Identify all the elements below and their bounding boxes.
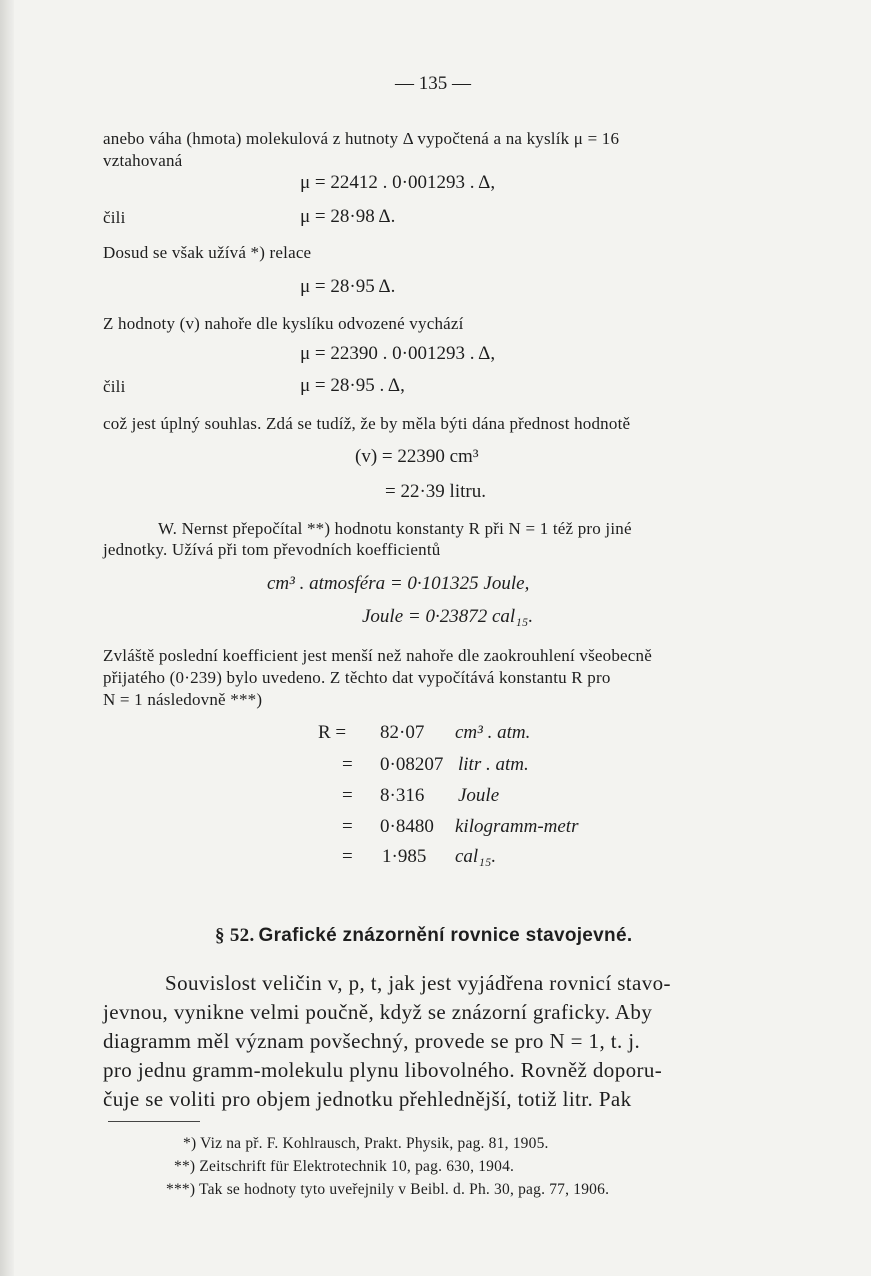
footnote: *) Viz na př. F. Kohlrausch, Prakt. Physik, pag. 81, 1905. [183, 1135, 549, 1152]
equation: cm³ . atmosféra = 0·101325 Joule, [267, 573, 530, 594]
r-value: 8·316 [380, 785, 425, 806]
r-lhs: = [342, 785, 353, 806]
section-heading [215, 925, 632, 947]
equation: = 22·39 litru. [385, 481, 486, 502]
text-line: anebo váha (hmota) molekulová z hutnoty Δ vypočtená a na kyslík μ = 16 [103, 129, 620, 148]
r-value: 0·8480 [380, 816, 434, 837]
r-unit: kilogramm-metr [455, 816, 579, 837]
paragraph-line: diagramm měl význam povšechný, provede se pro N = 1, t. j. [103, 1029, 641, 1053]
equation: μ = 28·98 Δ. [300, 206, 396, 227]
r-unit: Joule [458, 785, 500, 806]
r-unit: cal₁₅. [455, 846, 497, 867]
r-value: 0·08207 [380, 754, 444, 775]
r-value: 82·07 [380, 722, 425, 743]
paragraph-line: Souvislost veličin v, p, t, jak jest vyjádřena rovnicí stavo- [165, 971, 671, 995]
paragraph-line: čuje se voliti pro objem jednotku přehlednější, totiž litr. Pak [103, 1087, 632, 1111]
text-line: jednotky. Užívá při tom převodních koefficientů [103, 540, 441, 559]
r-lhs: = [342, 754, 353, 775]
r-unit: cm³ . atm. [455, 722, 531, 743]
footnote: **) Zeitschrift für Elektrotechnik 10, pag. 630, 1904. [174, 1158, 515, 1175]
text-line: vztahovaná [103, 151, 183, 170]
text-line: Zvláště poslední koefficient jest menší než nahoře dle zaokrouhlení všeobecně [103, 646, 652, 665]
text-line: N = 1 následovně ***) [103, 690, 263, 709]
r-lhs: = [342, 816, 353, 837]
text-line: čili [103, 208, 126, 227]
footnote: ***) Tak se hodnoty tyto uveřejnily v Beibl. d. Ph. 30, pag. 77, 1906. [166, 1181, 610, 1198]
equation: μ = 22412 . 0·001293 . Δ, [300, 172, 496, 193]
equation: μ = 28·95 . Δ, [300, 375, 405, 396]
r-lhs: R = [318, 722, 347, 743]
section-title: Grafické znázornění rovnice stavojevné. [258, 925, 633, 946]
paragraph-line: jevnou, vynikne velmi poučně, když se znázorní graficky. Aby [103, 1000, 653, 1024]
equation: μ = 22390 . 0·001293 . Δ, [300, 343, 496, 364]
r-value: 1·985 [382, 846, 427, 867]
section-number: § 52. [215, 925, 255, 946]
text-line: W. Nernst přepočítal **) hodnotu konstanty R při N = 1 též pro jiné [158, 519, 632, 538]
footnote-divider [108, 1121, 200, 1122]
equation: μ = 28·95 Δ. [300, 276, 396, 297]
text-line: čili [103, 377, 126, 396]
text-line: přijatého (0·239) bylo uvedeno. Z těchto dat vypočítává konstantu R pro [103, 668, 611, 687]
text-line: Z hodnoty (v) nahoře dle kyslíku odvozené vychází [103, 314, 464, 333]
paragraph-line: pro jednu gramm-molekulu plynu libovolného. Rovněž doporu- [103, 1058, 663, 1082]
r-lhs: = [342, 846, 353, 867]
text-line: což jest úplný souhlas. Zdá se tudíž, že by měla býti dána přednost hodnotě [103, 414, 631, 433]
page-edge-shadow [0, 0, 14, 1276]
equation: (v) = 22390 cm³ [355, 446, 479, 467]
page-number: — 135 — [395, 73, 471, 94]
equation: Joule = 0·23872 cal₁₅. [362, 606, 534, 627]
text-line: Dosud se však užívá *) relace [103, 243, 312, 262]
r-unit: litr . atm. [458, 754, 529, 775]
